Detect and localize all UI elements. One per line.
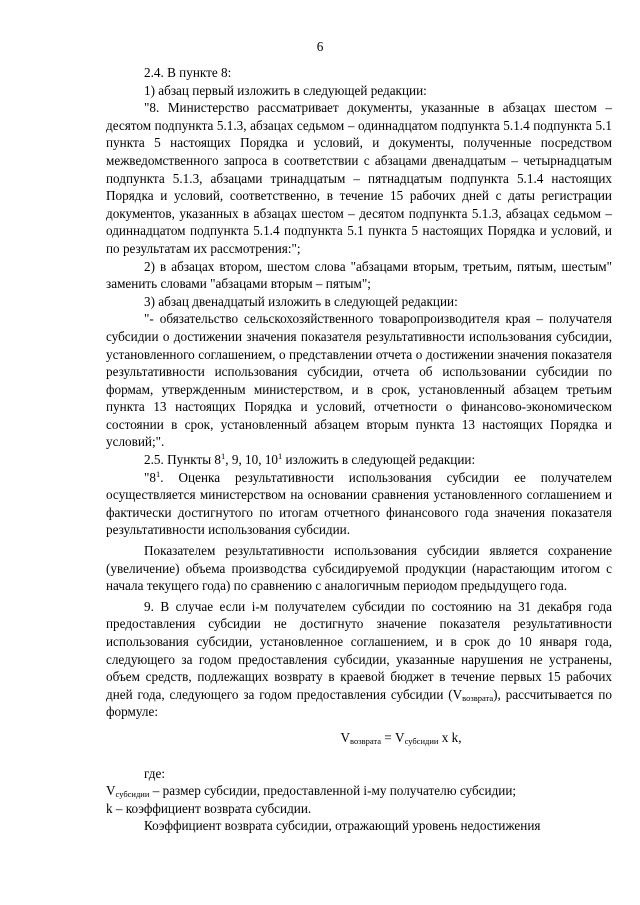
formula-sub-return: возврата bbox=[350, 735, 381, 746]
point-9-post: ), рассчитывается по формуле: bbox=[106, 686, 612, 720]
paragraph-coefficient: Коэффициент возврата субсидии, отражающий уровень недостижения bbox=[144, 818, 541, 834]
paragraph-point-8-1 bbox=[106, 469, 612, 539]
where-label: где: bbox=[144, 765, 165, 781]
paragraph-point-8-text: "8. Министерство рассматривает документы, указанные в абзацах шестом – десятом подпункта 5.1.3, абзацах седьмом – одиннадцатом подпункта 5.1.4 подпункта 5.1 пункта 5 настоящих Порядка и условий, и документы, полученные посредством межведомственного запроса в соответствии с абзацами двенадцатым – четырнадцатым подпункта 5.1.3, абзацами тринадцатым – пятнадцатым подпункта 5.1.4 настоящих Порядка и условий, соответственно, в течение 15 рабочих дней с даты регистрации документов, указанных в абзацах шестом – десятом подпункта 5.1.3, абзацах седьмом – одиннадцатом подпункта 5.1.4 подпункта 5.1 пункта 5 настоящих Порядка и условий, и по результатам их рассмотрения:"; bbox=[106, 100, 612, 256]
formula-v1: V bbox=[340, 729, 351, 745]
paragraph-item-2: 2) в абзацах втором, шестом слова "абзацами вторым, третьим, пятым, шестым" заменить словами "абзацами вторым – пятым"; bbox=[106, 258, 612, 292]
paragraph-2-5 bbox=[106, 451, 612, 469]
paragraph-item-3: 3) абзац двенадцатый изложить в следующей редакции: bbox=[144, 293, 458, 309]
point-9-text: 9. В случае если i-м получателем субсидии по состоянию на 31 декабря года предоставления субсидии не достигнуто значение показателя результативности использования субсидии, установленное соглашением, и в срок до 10 января года, следующего за годом предоставления субсидии, указанные нарушения не устранены, объем средств, подлежащих возврату в краевой бюджет в течение первых 15 рабочих дней года, следующего за годом предоставления субсидии (V bbox=[106, 598, 612, 702]
paragraph-2-5-pre: 2.5. Пункты 8 bbox=[144, 452, 221, 468]
paragraph-item-1: 1) абзац первый изложить в следующей редакции: bbox=[144, 82, 427, 98]
paragraph-indicator: Показателем результативности использования субсидии является сохранение (увеличение) объема производства субсидируемой продукции (нарастающим итогом с начала текущего года) по сравнению с аналогичным периодом предыдущего года. bbox=[106, 543, 612, 594]
paragraph-obligation: "- обязательство сельскохозяйственного товаропроизводителя края – получателя субсидии о достижении значения показателя результативности использования субсидии, установленного соглашением, о представлении отчета о достижении значения показателя результативности использования субсидии, отчета об использовании субсидии по формам, утвержденным министерством, и в срок, установленный абзацем третьим пункта 13 настоящих Порядка и условий, отчетности о финансово-экономическом состоянии в срок, установленный абзацем вторым пункта 13 настоящих Порядка и условий;". bbox=[106, 311, 612, 450]
paragraph-2-5-mid: , 9, 10, 10 bbox=[225, 452, 278, 468]
def1-text: – размер субсидии, предоставленной i-му получателю субсидии; bbox=[149, 783, 517, 799]
superscript-2: 1 bbox=[278, 451, 283, 462]
definition-v-subsidy bbox=[106, 782, 612, 800]
document-body bbox=[106, 64, 612, 835]
def1-v: V bbox=[106, 783, 116, 799]
point-8-1-sup: 1 bbox=[155, 468, 161, 479]
paragraph-2-4: 2.4. В пункте 8: bbox=[144, 65, 232, 80]
definition-k: k – коэффициент возврата субсидии. bbox=[106, 800, 312, 816]
page-number: 6 bbox=[316, 39, 324, 54]
paragraph-point-9 bbox=[106, 598, 612, 721]
formula-sub-subsidy: субсидии bbox=[404, 735, 439, 746]
point-9-sub: возврата bbox=[462, 692, 494, 703]
paragraph-2-5-post: изложить в следующей редакции: bbox=[282, 452, 476, 468]
point-8-1-text: . Оценка результативности использования субсидии ее получателем осуществляется министерством на основании сравнения установленного соглашением и фактически достигнутого по итогам отчетного финансового года значения показателя результативности использования субсидии. bbox=[106, 469, 612, 538]
point-8-1-pre: "8 bbox=[144, 469, 156, 485]
def1-sub: субсидии bbox=[115, 789, 150, 800]
formula-eq: = V bbox=[381, 729, 405, 745]
formula bbox=[106, 729, 612, 747]
formula-tail: x k, bbox=[438, 729, 462, 745]
superscript-1: 1 bbox=[221, 451, 226, 462]
